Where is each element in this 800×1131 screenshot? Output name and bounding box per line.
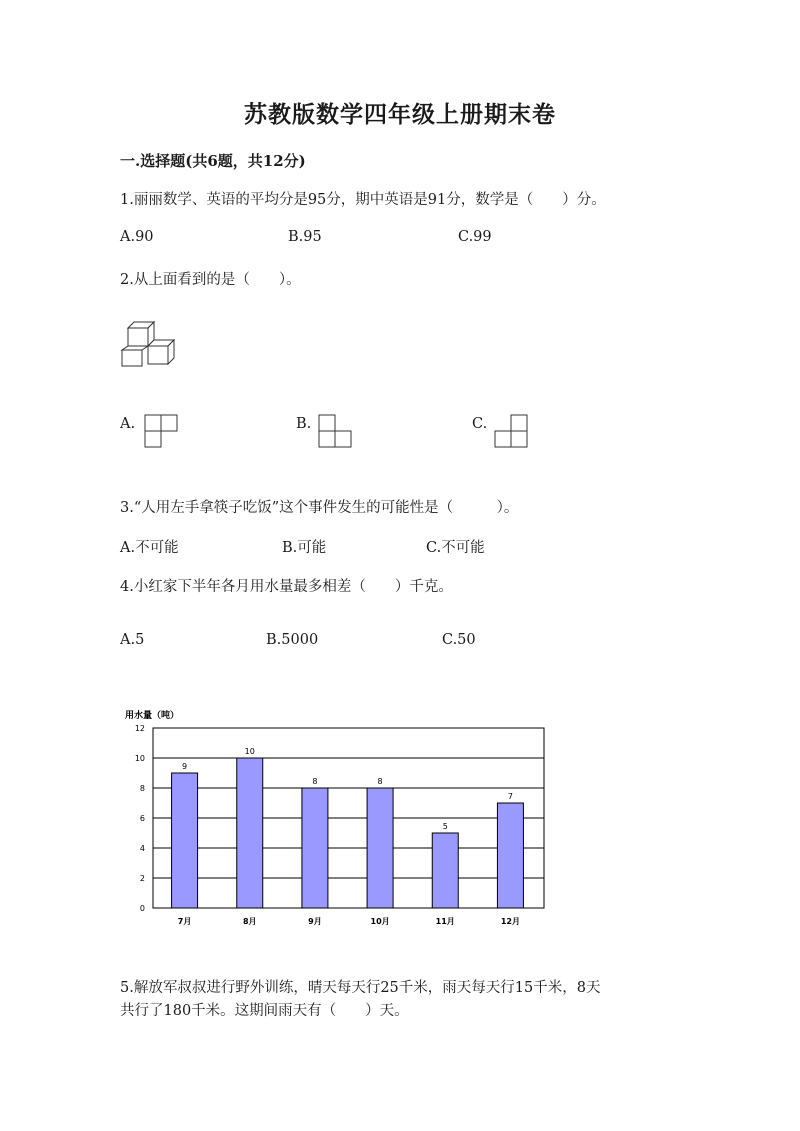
bar <box>172 773 198 908</box>
q3-option-c: C.不可能 <box>426 540 485 556</box>
bar <box>302 788 328 908</box>
question-4: 4.小红家下半年各月用水量最多相差（ ）千克。 <box>120 579 453 595</box>
x-tick-label: 7月 <box>177 917 192 926</box>
x-tick-label: 12月 <box>500 917 520 926</box>
y-tick-label: 0 <box>139 904 145 913</box>
bar <box>497 803 523 908</box>
option-c-view-icon <box>494 414 528 450</box>
y-tick-label: 10 <box>134 754 145 763</box>
q4-option-c: C.50 <box>442 632 476 648</box>
x-tick-label: 10月 <box>370 917 390 926</box>
q1-option-b: B.95 <box>288 229 322 245</box>
water-usage-bar-chart <box>110 700 560 936</box>
data-label: 10 <box>244 747 255 756</box>
section-heading: 一.选择题(共6题，共12分) <box>120 152 306 170</box>
option-a-view-icon <box>144 414 178 450</box>
q1-option-a: A.90 <box>120 229 154 245</box>
y-tick-label: 2 <box>139 874 145 883</box>
data-label: 8 <box>377 777 383 786</box>
q2-option-b: B. <box>296 416 312 432</box>
question-3: 3.“人用左手拿筷子吃饭”这个事件发生的可能性是（ ）。 <box>120 500 519 516</box>
bar <box>432 833 458 908</box>
page-title: 苏教版数学四年级上册期末卷 <box>244 101 556 128</box>
y-tick-label: 12 <box>134 724 145 733</box>
q1-option-c: C.99 <box>458 229 492 245</box>
q3-option-a: A.不可能 <box>120 540 179 556</box>
data-label: 9 <box>182 762 188 771</box>
y-tick-label: 4 <box>139 844 145 853</box>
q2-option-a: A. <box>120 416 136 432</box>
question-5-line-1: 5.解放军叔叔进行野外训练，晴天每天行25千米，雨天每天行15千米，8天 <box>120 980 601 996</box>
question-1: 1.丽丽数学、英语的平均分是95分，期中英语是91分，数学是（ ）分。 <box>120 192 606 208</box>
y-tick-label: 6 <box>139 814 145 823</box>
data-label: 7 <box>507 792 513 801</box>
y-tick-label: 8 <box>139 784 145 793</box>
data-label: 5 <box>442 822 448 831</box>
x-tick-label: 8月 <box>242 917 257 926</box>
q4-option-a: A.5 <box>120 632 145 648</box>
data-label: 8 <box>312 777 318 786</box>
bar <box>237 758 263 908</box>
q4-option-b: B.5000 <box>266 632 319 648</box>
y-axis-title: 用水量（吨） <box>125 711 180 721</box>
cube-stack-figure <box>120 320 184 370</box>
option-b-view-icon <box>318 414 352 450</box>
question-5-line-2: 共行了180千米。这期间雨天有（ ）天。 <box>120 1003 409 1019</box>
q2-option-c: C. <box>472 416 488 432</box>
question-2: 2.从上面看到的是（ ）。 <box>120 272 301 288</box>
x-tick-label: 11月 <box>435 917 455 926</box>
q3-option-b: B.可能 <box>282 540 327 556</box>
x-tick-label: 9月 <box>308 917 322 926</box>
bar <box>367 788 393 908</box>
